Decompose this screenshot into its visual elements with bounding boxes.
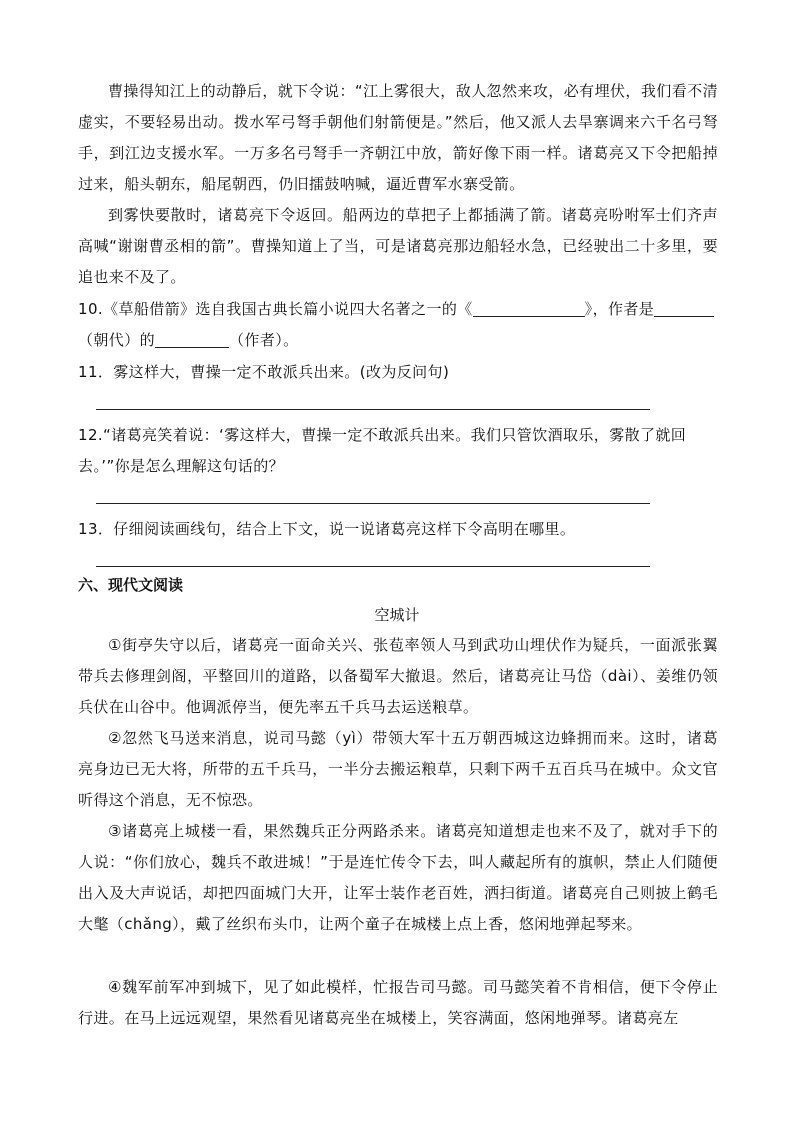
question-10	[78, 294, 718, 356]
answer-blank-author[interactable]	[155, 329, 229, 348]
passage-paragraph: 到雾快要散时，诸葛亮下令返回。船两边的草把子上都插满了箭。诸葛亮吩咐军士们齐声高喊“谢谢曹丞相的箭”。曹操知道上了当，可是诸葛亮那边船轻水急，已经驶出二十多里，要追也来不及了。	[78, 206, 718, 286]
answer-line-11[interactable]	[96, 409, 650, 410]
question-10-text-d: （作者）。	[229, 331, 299, 349]
answer-blank-novel[interactable]	[473, 298, 585, 317]
article-paragraph: ④魏军前军冲到城下，见了如此模样，忙报告司马懿。司马懿笑着不肯相信，便下令停止行进。在马上远远观望，果然看见诸葛亮坐在城楼上，笑容满面，悠闲地弹琴。诸葛亮左	[78, 978, 718, 1027]
question-12: 12.“诸葛亮笑着说：‘雾这样大，曹操一定不敢派兵出来。我们只管饮酒取乐，雾散了就回去。’”你是怎么理解这句话的？	[78, 426, 687, 475]
answer-line-12[interactable]	[96, 503, 650, 504]
section-heading: 六、现代文阅读	[78, 576, 184, 594]
question-13: 13．仔细阅读画线句，结合上下文，说一说诸葛亮这样下令高明在哪里。	[78, 520, 576, 538]
answer-line-13[interactable]	[96, 566, 650, 567]
question-10-text-a: 10.《草船借箭》选自我国古典长篇小说四大名著之一的《	[78, 300, 473, 318]
question-11: 11．雾这样大，曹操一定不敢派兵出来。(改为反问句)	[78, 363, 450, 381]
article-paragraph: ②忽然飞马送来消息，说司马懿（yì）带领大军十五万朝西城这边蜂拥而来。这时，诸葛亮身边已无大将，所带的五千兵马，一半分去搬运粮草，只剩下两千五百兵马在城中。众文官听得这个消息，无不惊恐。	[78, 729, 718, 809]
answer-blank-dynasty-inline[interactable]	[654, 298, 714, 317]
question-10-text-c: （朝代）的	[78, 331, 156, 349]
article-title: 空城计	[374, 606, 420, 624]
article-paragraph: ③诸葛亮上城楼一看，果然魏兵正分两路杀来。诸葛亮知道想走也来不及了，就对手下的人说：“你们放心，魏兵不敢进城！”于是连忙传令下去，叫人藏起所有的旗帜，禁止人们随便出入及大声说话，却把四面城门大开，让军士装作老百姓，洒扫街道。诸葛亮自己则披上鹤毛大氅（chǎng），戴了丝织布头巾，让两个童子在城楼上点上香，悠闲地弹起琴来。	[78, 822, 718, 933]
passage-paragraph: 曹操得知江上的动静后，就下令说：“江上雾很大，敌人忽然来攻，必有埋伏，我们看不清虚实，不要轻易出动。拨水军弓弩手朝他们射箭便是。”然后，他又派人去旱寨调来六千名弓弩手，到江边支援水军。一万多名弓弩手一齐朝江中放，箭好像下雨一样。诸葛亮又下令把船掉过来，船头朝东，船尾朝西，仍旧擂鼓呐喊，逼近曹军水寨受箭。	[78, 82, 718, 193]
question-10-text-b: 》，作者是	[584, 300, 655, 318]
article-paragraph: ①街亭失守以后，诸葛亮一面命关兴、张苞率领人马到武功山埋伏作为疑兵，一面派张翼带兵去修理剑阁，平整回川的道路，以备蜀军大撤退。然后，诸葛亮让马岱（dài）、姜维仍领兵伏在山谷中。他调派停当，便先率五千兵马去运送粮草。	[78, 636, 718, 716]
